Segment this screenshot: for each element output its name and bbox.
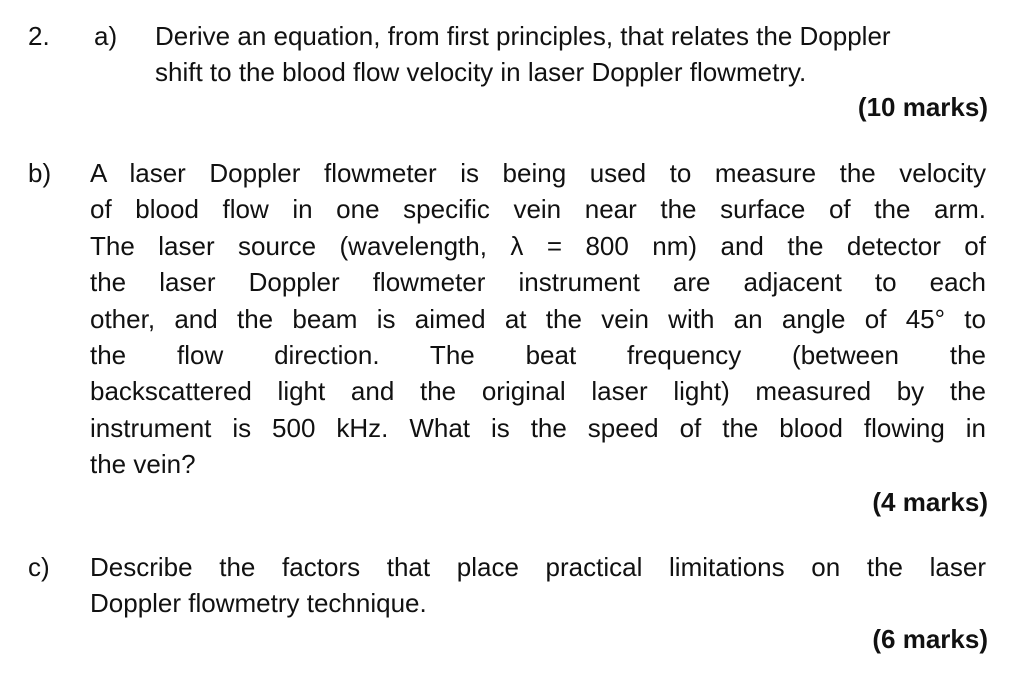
part-c-line-1: Describe the factors that place practical limitations on the laser xyxy=(90,552,986,582)
part-a-text xyxy=(155,18,1005,90)
part-b-line-6: the flow direction. The beat frequency (between the xyxy=(90,340,986,371)
part-b-label: b) xyxy=(28,158,52,188)
part-c-label: c) xyxy=(28,552,50,582)
part-b-line-5: other, and the beam is aimed at the vein with an angle of 45° to xyxy=(90,303,986,334)
part-b-line-1: A laser Doppler flowmeter is being used to measure the velocity xyxy=(90,158,986,188)
part-b-text xyxy=(90,155,986,483)
part-b-line-3: The laser source (wavelength, λ = 800 nm) and the detector of xyxy=(90,230,986,261)
part-b-line-7: backscattered light and the original laser light) measured by the xyxy=(90,376,986,407)
part-c-text xyxy=(90,549,986,621)
part-a-marks: (10 marks) xyxy=(857,92,988,122)
question-number: 2. xyxy=(28,21,50,51)
part-a-label: a) xyxy=(94,21,118,51)
part-a-line-2: shift to the blood flow velocity in laser Doppler flowmetry. xyxy=(155,57,807,87)
part-c-marks: (6 marks) xyxy=(872,624,988,654)
part-b-line-4: the laser Doppler flowmeter instrument are adjacent to each xyxy=(90,267,986,298)
part-b-line-2: of blood flow in one specific vein near the surface of the arm. xyxy=(90,194,986,225)
part-b-line-9: the vein? xyxy=(90,449,196,480)
part-c-line-2: Doppler flowmetry technique. xyxy=(90,588,427,618)
part-b-line-8: instrument is 500 kHz. What is the speed of the blood flowing in xyxy=(90,412,986,443)
part-b-marks: (4 marks) xyxy=(872,487,988,517)
part-a-line-1: Derive an equation, from first principles, that relates the Doppler xyxy=(155,21,891,51)
